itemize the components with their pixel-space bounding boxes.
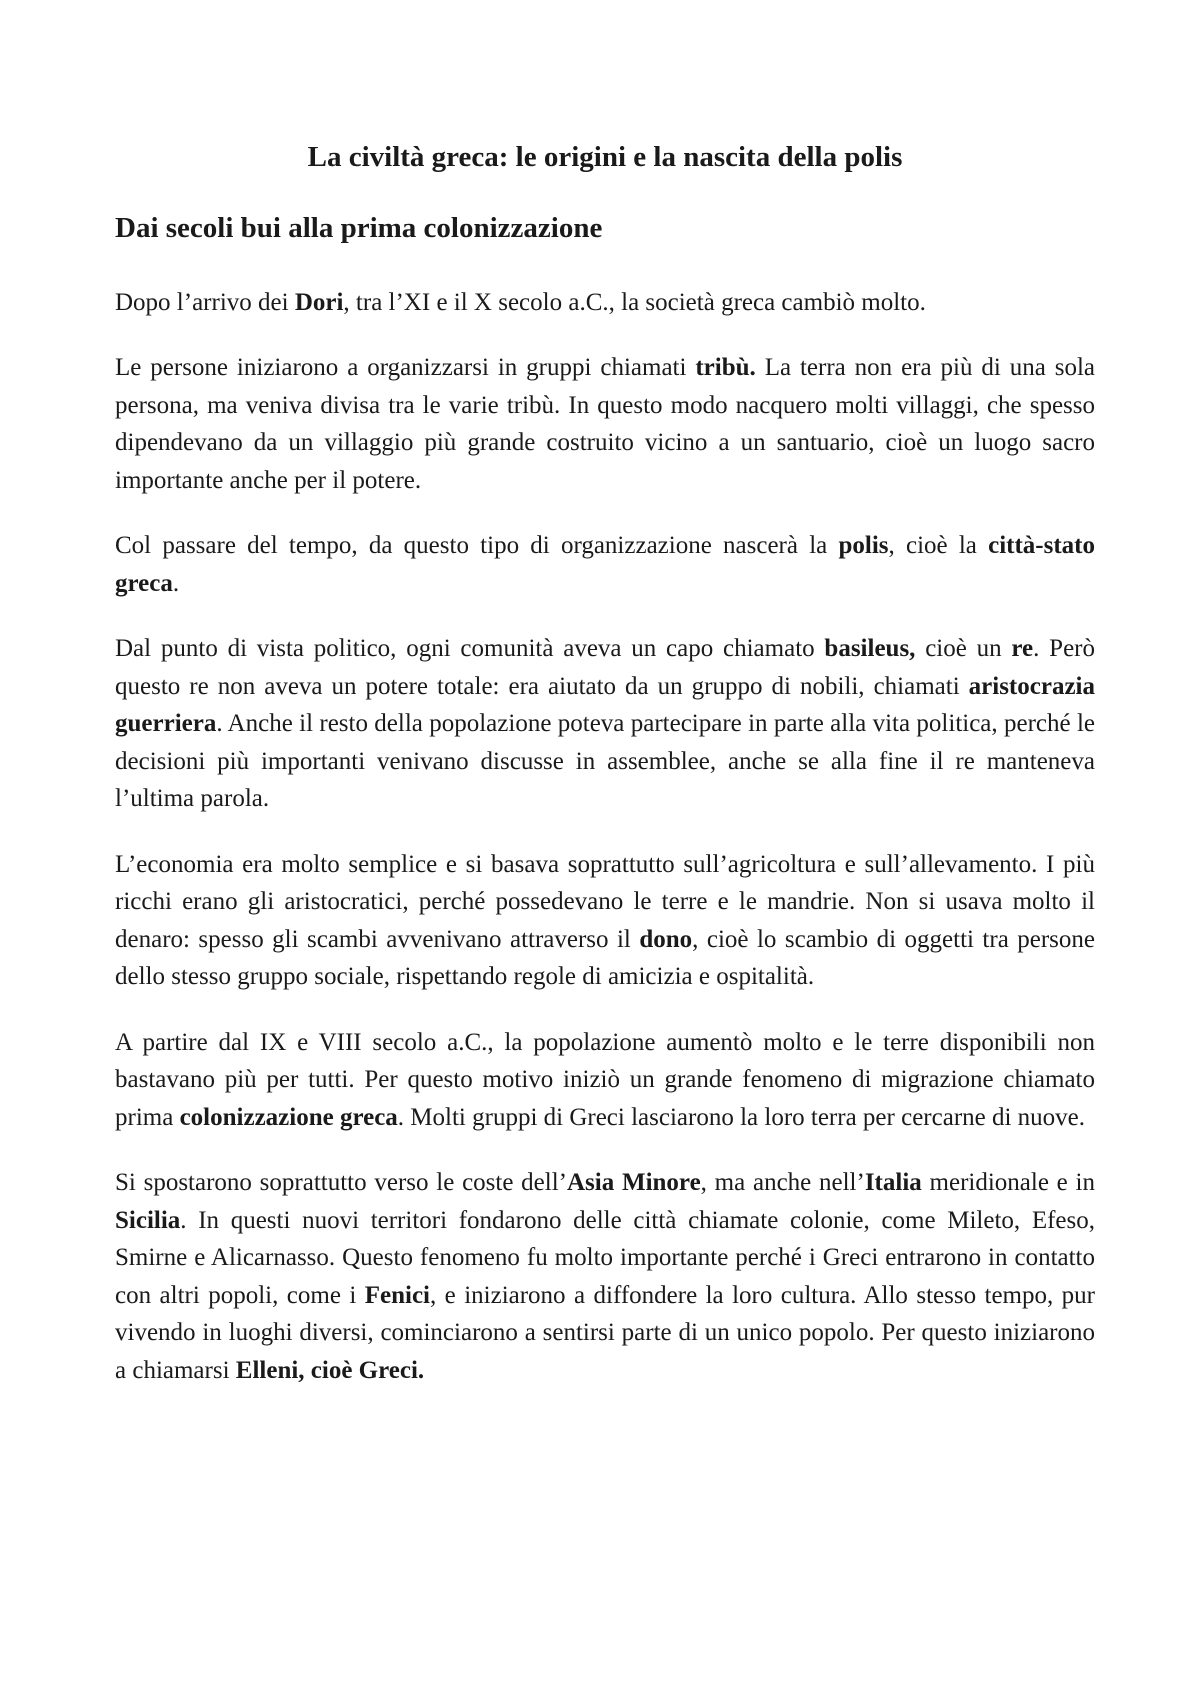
text-run: L’economia era molto semplice e si basava soprattutto sull’agricoltura e sull’allevamento. I più ricchi erano gli aristocratici, perché possedevano le terre e le mandrie. Non si usava molto il denaro: spesso gli scambi avvenivano attraverso il xyxy=(115,850,1095,953)
text-run: cioè un xyxy=(915,635,1012,663)
paragraph-list xyxy=(115,284,1095,1390)
text-run: Le persone iniziarono a organizzarsi in gruppi chiamati xyxy=(115,354,696,382)
section-heading: Dai secoli bui alla prima colonizzazione xyxy=(115,211,603,244)
text-run: , ma anche nell’ xyxy=(700,1169,865,1197)
bold-term: colonizzazione greca xyxy=(179,1103,398,1131)
bold-term: dono xyxy=(639,925,693,953)
text-run: , e iniziarono a diffondere la loro cultura. Allo stesso tempo, pur vivendo in luoghi diversi, cominciarono a sentirsi parte di un unico popolo. Per questo iniziarono a chiamarsi xyxy=(115,1281,1095,1384)
text-run: . Molti gruppi di Greci lasciarono la loro terra per cercarne di nuove. xyxy=(397,1103,1086,1131)
bold-term: basileus, xyxy=(824,635,916,663)
text-run: . xyxy=(172,569,180,597)
text-run: Col passare del tempo, da questo tipo di organizzazione nascerà la xyxy=(115,532,839,560)
text-run: meridionale e in xyxy=(921,1169,1095,1197)
bold-term: Elleni, cioè Greci. xyxy=(235,1356,425,1384)
text-run: . Anche il resto della popolazione poteva partecipare in parte alla vita politica, perché le decisioni più importanti venivano discusse in assemblee, anche se alla fine il re manteneva l’ultima parola. xyxy=(115,710,1095,813)
body-paragraph xyxy=(115,630,1095,818)
bold-term: Dori xyxy=(294,288,344,316)
text-run: Dal punto di vista politico, ogni comunità aveva un capo chiamato xyxy=(115,635,825,663)
bold-term: re xyxy=(1011,635,1034,663)
bold-term: tribù. xyxy=(695,354,756,382)
text-run: A partire dal IX e VIII secolo a.C., la popolazione aumentò molto e le terre disponibili non bastavano più per tutti. Per questo motivo iniziò un grande fenomeno di migrazione chiamato prima xyxy=(115,1028,1095,1131)
body-paragraph xyxy=(115,349,1095,499)
text-run: . Però questo re non aveva un potere totale: era aiutato da un gruppo di nobili, chiamati xyxy=(115,635,1096,700)
bold-term: città-stato greca xyxy=(115,532,1096,597)
bold-term: Asia Minore xyxy=(567,1169,701,1197)
bold-term: Sicilia xyxy=(115,1206,181,1234)
document-title: La civiltà greca: le origini e la nascita della polis xyxy=(307,141,903,173)
bold-term: Italia xyxy=(864,1169,922,1197)
text-run: , cioè lo scambio di oggetti tra persone dello stesso gruppo sociale, rispettando regole di amicizia e ospitalità. xyxy=(115,925,1095,991)
text-run: . In questi nuovi territori fondarono delle città chiamate colonie, come Mileto, Efeso, Smirne e Alicarnasso. Questo fenomeno fu molto importante perché i Greci entrarono in contatto con altri popoli, come i xyxy=(115,1206,1095,1309)
body-paragraph xyxy=(115,1164,1095,1389)
body-paragraph xyxy=(115,284,1095,322)
text-run: , cioè la xyxy=(888,532,989,560)
text-run: Si spostarono soprattutto verso le coste dell’ xyxy=(115,1169,567,1197)
body-paragraph xyxy=(115,527,1095,602)
bold-term: Fenici xyxy=(364,1281,430,1309)
bold-term: aristocrazia guerriera xyxy=(115,672,1095,738)
body-paragraph xyxy=(115,1024,1095,1137)
body-paragraph xyxy=(115,846,1095,996)
text-run: La terra non era più di una sola persona, ma veniva divisa tra le varie tribù. In questo modo nacquero molti villaggi, che spesso dipendevano da un villaggio più grande costruito vicino a un santuario, cioè un luogo sacro importante anche per il potere. xyxy=(115,354,1095,494)
bold-term: polis xyxy=(838,532,889,560)
text-run: , tra l’XI e il X secolo a.C., la società greca cambiò molto. xyxy=(343,288,926,316)
text-run: Dopo l’arrivo dei xyxy=(115,288,295,316)
